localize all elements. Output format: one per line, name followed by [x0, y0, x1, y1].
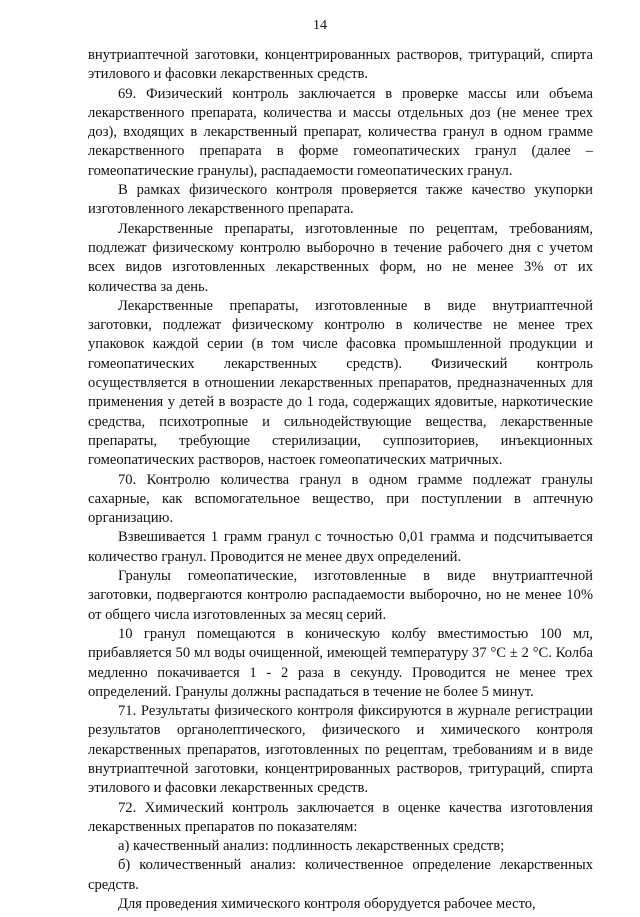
paragraph-disintegration-sampling: Гранулы гомеопатические, изготовленные в виде внутриаптечной заготовки, подвергаются контролю распадаемости выборочно, но не менее 10% от общего числа изготовленных за месяц серий. [88, 568, 593, 623]
paragraph-continuation: внутриаптечной заготовки, концентрированных растворов, тритураций, спирта этилового и фасовки лекарственных средств. [88, 47, 593, 83]
paragraph-closure-quality: В рамках физического контроля проверяется также качество укупорки изготовленного лекарственного препарата. [88, 182, 593, 218]
paragraph-disintegration-method: 10 гранул помещаются в коническую колбу вместимостью 100 мл, прибавляется 50 мл воды очищенной, имеющей температуру 37 °С ± 2 °С. Колба медленно покачивается 1 - 2 раза в секунду. Проводится не менее трех определений. Гранулы должны распадаться в течение не более 5 минут. [88, 625, 593, 700]
list-item-qualitative-analysis: а) качественный анализ: подлинность лекарственных средств; [118, 838, 505, 855]
paragraph-69-physical-control: 69. Физический контроль заключается в проверке массы или объема лекарственного препарата, количества и массы отдельных доз (не менее трех доз), входящих в лекарственный препарат, количества гранул в одном грамме лекарственного препарата в форме гомеопатических гранул (далее – гомеопатические гранулы), распадаемости гомеопатических гранул. [88, 85, 593, 179]
paragraph-72-chemical-control: 72. Химический контроль заключается в оценке качества изготовления лекарственных препаратов по показателям: [88, 799, 593, 835]
document-body [88, 46, 593, 914]
paragraph-prescription-control: Лекарственные препараты, изготовленные по рецептам, требованиям, подлежат физическому контролю выборочно в течение рабочего дня с учетом всех видов изготовленных лекарственных форм, но не менее 3% от их количества за день. [88, 220, 593, 295]
page-number: 14 [313, 18, 327, 33]
paragraph-workplace: Для проведения химического контроля оборудуется рабочее место, [118, 896, 536, 913]
paragraph-weighing: Взвешивается 1 грамм гранул с точностью 0,01 грамма и подсчитывается количество гранул. Проводится не менее двух определений. [88, 529, 593, 565]
list-item-quantitative-analysis: б) количественный анализ: количественное определение лекарственных средств. [88, 857, 593, 893]
paragraph-in-pharmacy-stock-control: Лекарственные препараты, изготовленные в виде внутриаптечной заготовки, подлежат физическому контролю в количестве не менее трех упаковок каждой серии (в том числе фасовка промышленной продукции и гомеопатических лекарственных средств). Физический контроль осуществляется в отношении лекарственных препаратов, предназначенных для применения у детей в возрасте до 1 года, содержащих ядовитые, наркотические средства, психотропные и сильнодействующие вещества, лекарственные препараты, требующие стерилизации, суппозиториев, инъекционных гомеопатических растворов, настоек гомеопатических матричных. [88, 297, 593, 469]
paragraph-70-granule-count: 70. Контролю количества гранул в одном грамме подлежат гранулы сахарные, как вспомогательное вещество, при поступлении в аптечную организацию. [88, 471, 593, 527]
paragraph-71-results-journal: 71. Результаты физического контроля фиксируются в журнале регистрации результатов органолептического, физического и химического контроля лекарственных препаратов, изготовленных по рецептам, требованиям и в виде внутриаптечной заготовки, концентрированных растворов, тритураций, спирта этилового и фасовки лекарственных средств. [88, 703, 593, 797]
